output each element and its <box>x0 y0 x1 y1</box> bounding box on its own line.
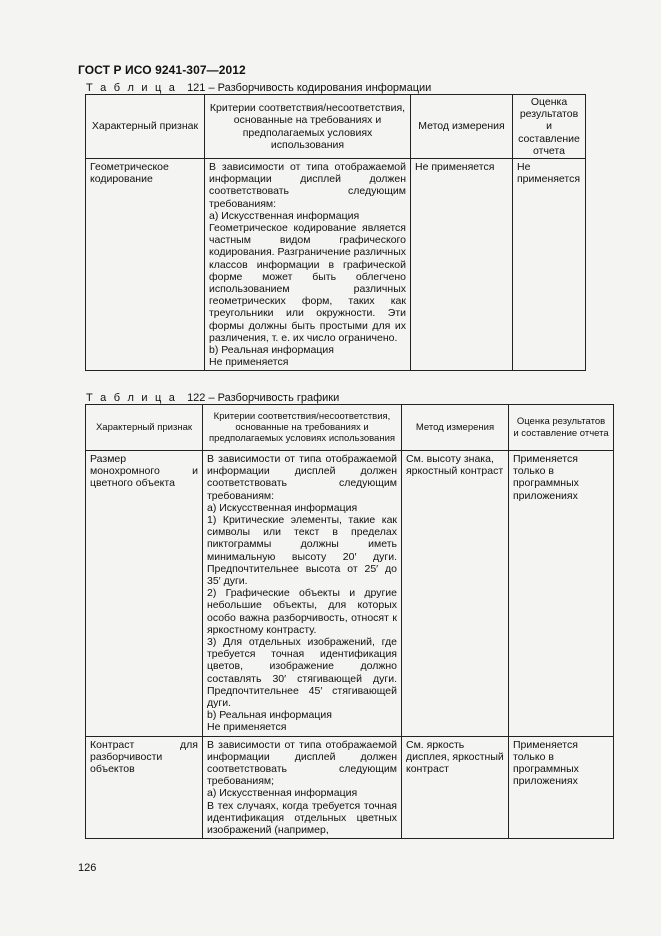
cell-feature: Контраст для разборчивости объектов <box>86 736 203 839</box>
cell-report: Не применяется <box>513 159 586 371</box>
column-header: Критерии соответствия/несоответствия, основанные на требованиях и предполагаемых условиях использования <box>203 405 402 451</box>
table-row <box>86 451 614 737</box>
caption-prefix: Т а б л и ц а <box>86 392 178 404</box>
cell-criteria: В зависимости от типа отображаемой информации дисплей должен соответствовать следующим требованиям; a) Искусственная информация В тех случаях, когда требуется точная идентификация отдельных цветных изображений (например, <box>203 736 402 839</box>
cell-feature: Геометрическое кодирование <box>86 159 205 371</box>
caption-text: 122 – Разборчивость графики <box>187 392 340 404</box>
cell-method: См. высоту знака, яркостный контраст <box>402 451 509 737</box>
caption-prefix: Т а б л и ц а <box>86 82 178 94</box>
table-121-caption <box>86 82 431 94</box>
column-header: Характерный признак <box>86 95 205 159</box>
column-header: Метод измерения <box>411 95 513 159</box>
table-121 <box>85 94 586 371</box>
page-number: 126 <box>78 862 97 874</box>
column-header: Метод измерения <box>402 405 509 451</box>
table-122-caption <box>86 392 339 404</box>
cell-report: Применяется только в программных приложениях <box>509 736 614 839</box>
document-title: ГОСТ Р ИСО 9241-307—2012 <box>78 63 246 77</box>
cell-criteria: В зависимости от типа отображаемой информации дисплей должен соответствовать следующим требованиям: a) Искусственная информация Геометрическое кодирование является частным видом графического кодирования. Разграничение различных классов информации в графической форме может быть облегчено использованием различных геометрических форм, таких как треугольники или окружности. Эти формы должны быть простыми для их различения, т. е. их число ограничено. b) Реальная информация Не применяется <box>205 159 411 371</box>
table-122 <box>85 404 614 839</box>
column-header: Оценка результатов и составление отчета <box>509 405 614 451</box>
cell-feature: Размер монохромного и цветного объекта <box>86 451 203 737</box>
table-row <box>86 736 614 839</box>
caption-text: 121 – Разборчивость кодирования информации <box>187 82 432 94</box>
column-header: Критерии соответствия/несоответствия, основанные на требованиях и предполагаемых условиях использования <box>205 95 411 159</box>
column-header: Характерный признак <box>86 405 203 451</box>
table-row <box>86 159 586 371</box>
cell-method: Не применяется <box>411 159 513 371</box>
cell-method: См. яркость дисплея, яркостный контраст <box>402 736 509 839</box>
cell-report: Применяется только в программных приложениях <box>509 451 614 737</box>
cell-criteria: В зависимости от типа отображаемой информации дисплей должен соответствовать следующим требованиям: a) Искусственная информация 1) Критические элементы, такие как символы или текст в пределах пиктограммы должны иметь минимальную высоту 20′ дуги. Предпочтительнее высота от 25′ до 35′ дуги. 2) Графические объекты и другие небольшие объекты, для которых особо важна разборчивость, относят к яркостному контрасту. 3) Для отдельных изображений, где требуется точная идентификация цветов, изображение должно составлять 30′ стягивающей дуги. Предпочтительнее 45′ стягивающей дуги. b) Реальная информация Не применяется <box>203 451 402 737</box>
column-header: Оценка результатов и составление отчета <box>513 95 586 159</box>
